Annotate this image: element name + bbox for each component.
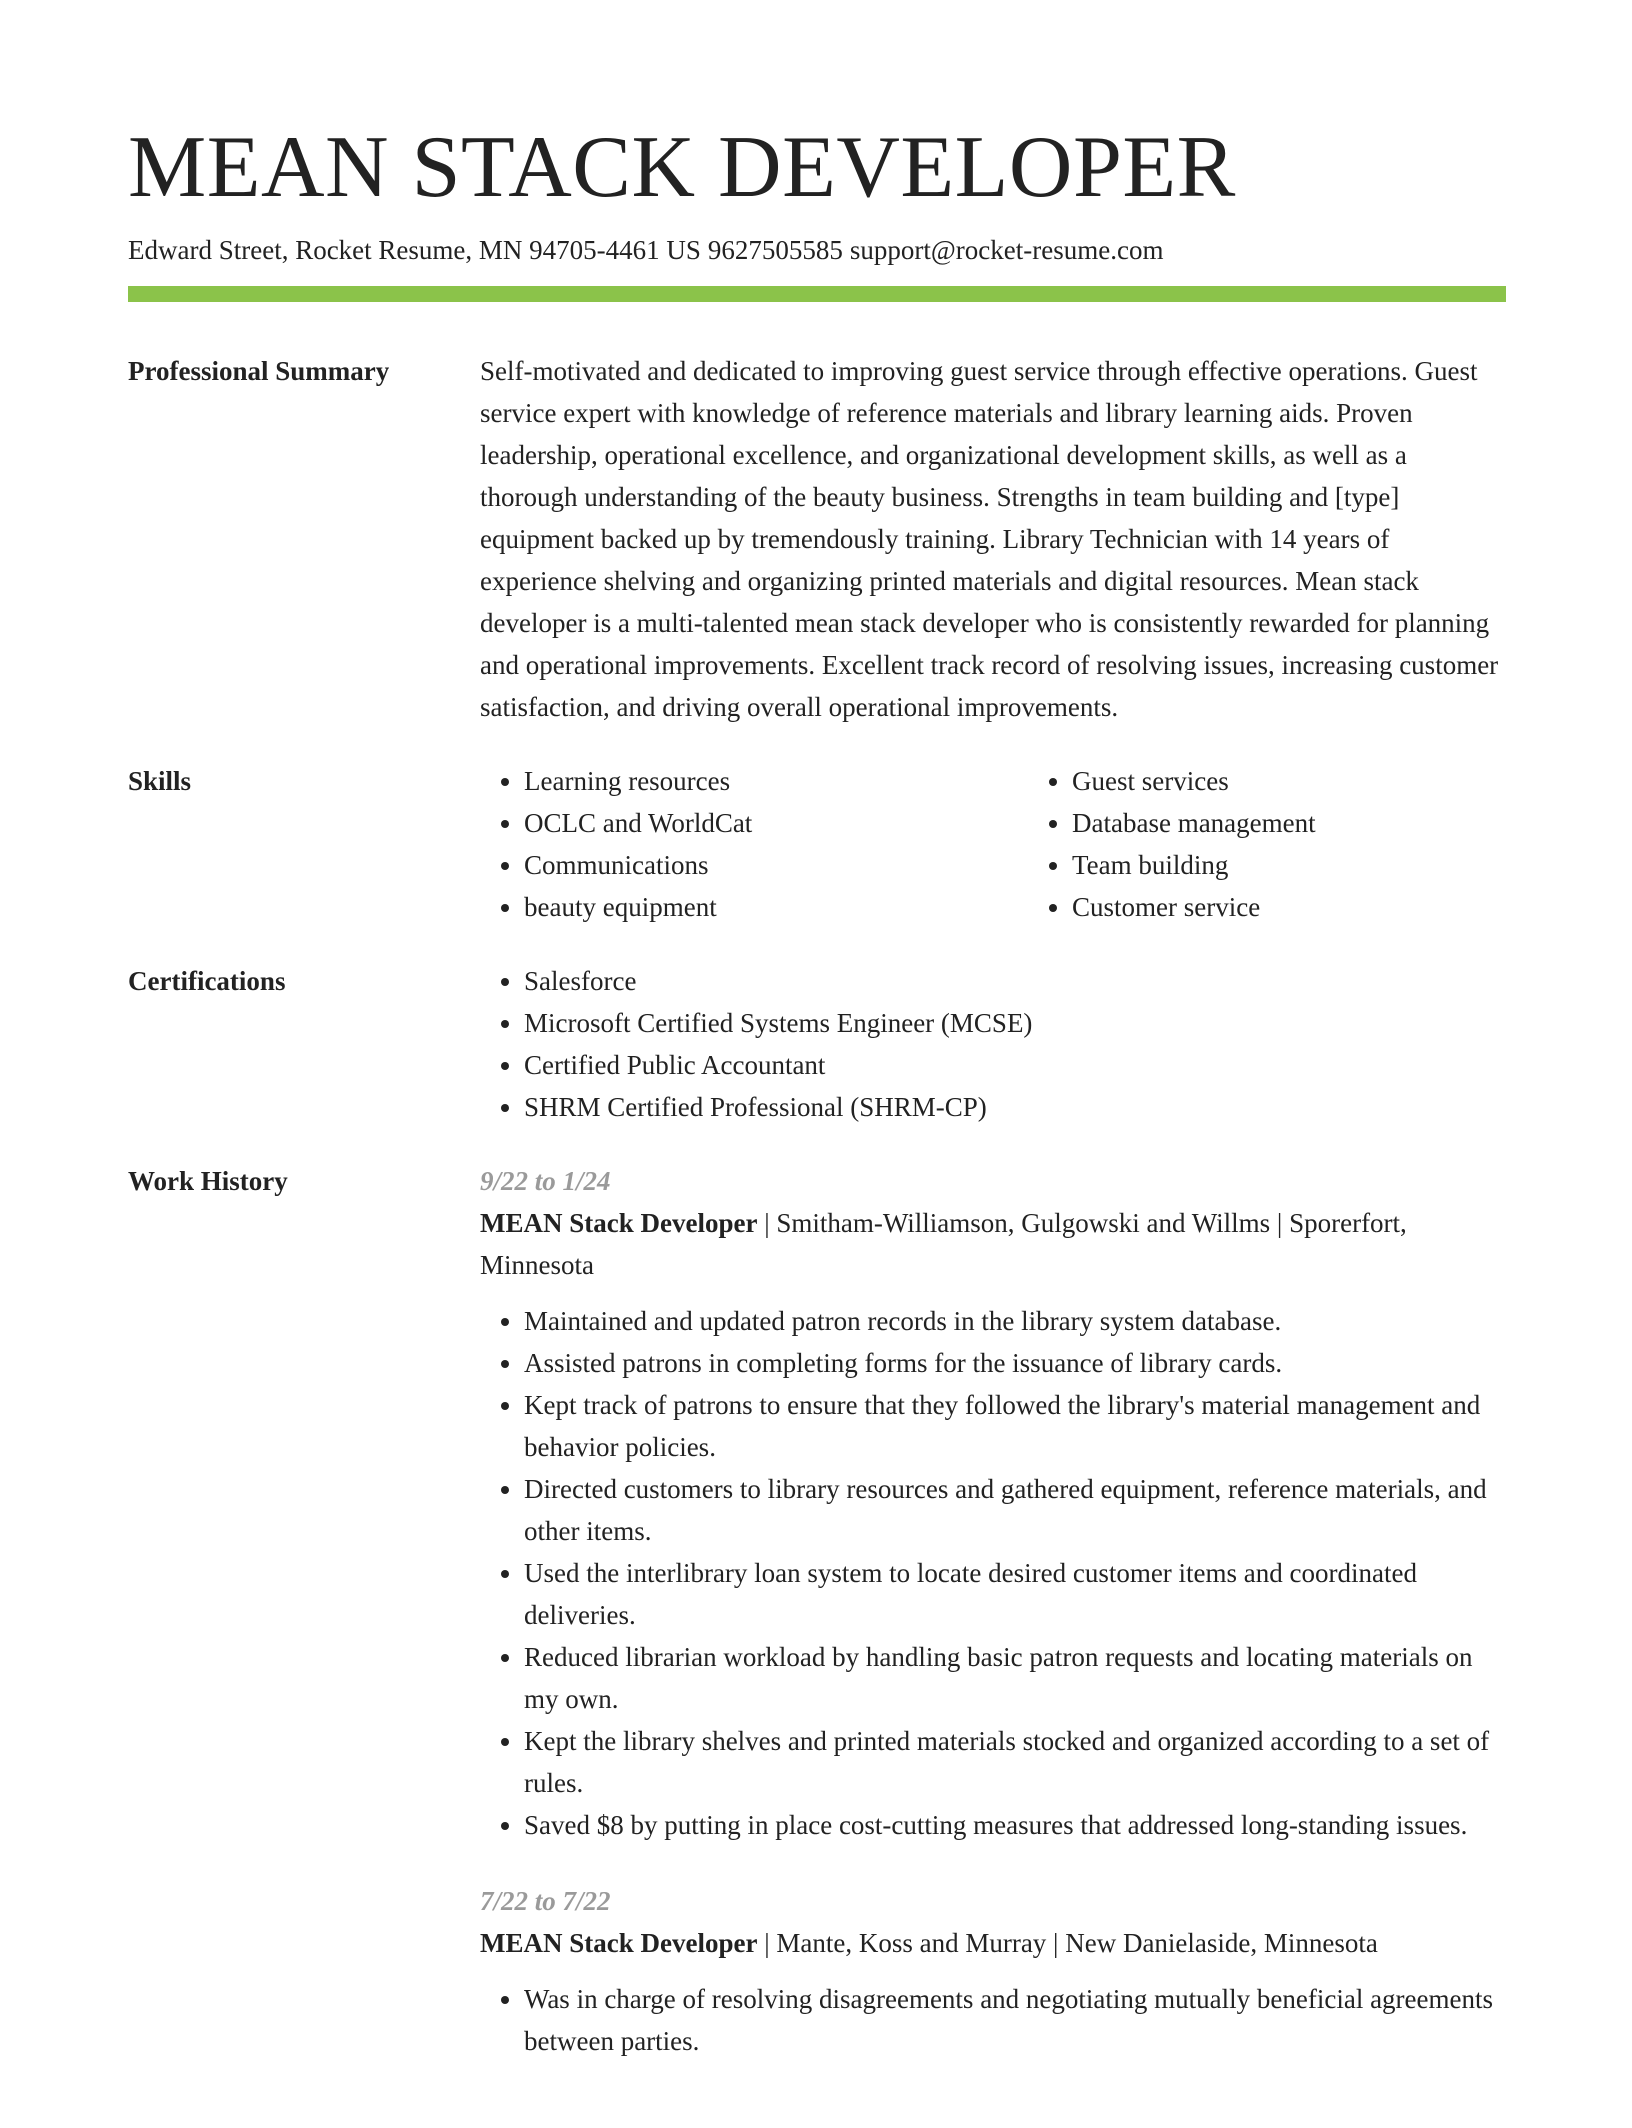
certification-item: • Certified Public Accountant [524,1044,1506,1086]
job-bullet: • Assisted patrons in completing forms for the issuance of library cards. [524,1342,1506,1384]
job-bullet: • Kept the library shelves and printed materials stocked and organized according to a set of rules. [524,1720,1506,1804]
job-entry [480,1160,1506,1846]
certification-item: • Microsoft Certified Systems Engineer (MCSE) [524,1002,1506,1044]
skill-item: • Learning resources [524,760,1028,802]
job-dates: 7/22 to 7/22 [480,1886,611,1916]
summary-text: Self-motivated and dedicated to improving guest service through effective operations. Guest service expert with knowledge of reference materials and library learning aids. Proven leadership, operational excellence, and organizational development skills, as well as a thorough understanding of the beauty business. Strengths in team building and [type] equipment backed up by tremendously training. Library Technician with 14 years of experience shelving and organizing printed materials and digital resources. Mean stack developer is a multi-talented mean stack developer who is consistently rewarded for planning and operational improvements. Excellent track record of resolving issues, increasing customer satisfaction, and driving overall operational improvements. [480,356,1499,722]
summary-section [128,350,1506,728]
contact-email: support@rocket-resume.com [849,235,1164,265]
skill-item: • Communications [524,844,1028,886]
certification-item: • Salesforce [524,960,1506,1002]
job-bullet: • Maintained and updated patron records in the library system database. [524,1300,1506,1342]
certification-item: • SHRM Certified Professional (SHRM-CP) [524,1086,1506,1128]
skill-item: • Customer service [1072,886,1576,928]
contact-address: Edward Street, Rocket Resume, MN 94705-4461 US [128,235,701,265]
skill-item: • Guest services [1072,760,1576,802]
certifications-list [480,960,1506,1128]
header-accent-rule [128,286,1506,302]
job-bullet: • Kept track of patrons to ensure that they followed the library's material management and behavior policies. [524,1384,1506,1468]
skill-item: • Database management [1072,802,1576,844]
job-dates: 9/22 to 1/24 [480,1166,611,1196]
job-header [480,1202,1506,1286]
job-title: MEAN Stack Developer [480,1208,758,1238]
job-bullet: • Was in charge of resolving disagreements and negotiating mutually beneficial agreements between parties. [524,1978,1506,2062]
job-title: MEAN Stack Developer [480,1928,758,1958]
work-history-section [128,1160,1506,2096]
job-bullet: • Reduced librarian workload by handling basic patron requests and locating materials on my own. [524,1636,1506,1720]
skills-section [128,760,1506,928]
skills-list-right [1028,760,1576,928]
job-header [480,1922,1506,1964]
skill-item: • OCLC and WorldCat [524,802,1028,844]
skills-list-left [480,760,1028,928]
contact-line [128,232,1163,268]
resume-sections [128,350,1506,2128]
job-employer-location: | Mante, Koss and Murray | New Danielaside, Minnesota [757,1928,1378,1958]
job-bullet: • Used the interlibrary loan system to locate desired customer items and coordinated deliveries. [524,1552,1506,1636]
job-bullet: • Saved $8 by putting in place cost-cutting measures that addressed long-standing issues. [524,1804,1506,1846]
candidate-name: MEAN STACK DEVELOPER [128,119,1236,216]
contact-phone: 9627505585 [707,235,843,265]
skill-item: • Team building [1072,844,1576,886]
certifications-label: Certifications [128,966,286,996]
skill-item: • beauty equipment [524,886,1028,928]
job-bullets [480,1978,1506,2062]
job-bullet: • Directed customers to library resources and gathered equipment, reference materials, and other items. [524,1468,1506,1552]
work-history-label: Work History [128,1166,288,1196]
job-bullets [480,1300,1506,1846]
summary-label: Professional Summary [128,356,390,386]
certifications-section [128,960,1506,1128]
job-employer-location: | Smitham-Williamson, Gulgowski and Willms | Sporerfort, Minnesota [480,1208,1407,1280]
job-entry [480,1880,1506,2062]
skills-label: Skills [128,766,192,796]
